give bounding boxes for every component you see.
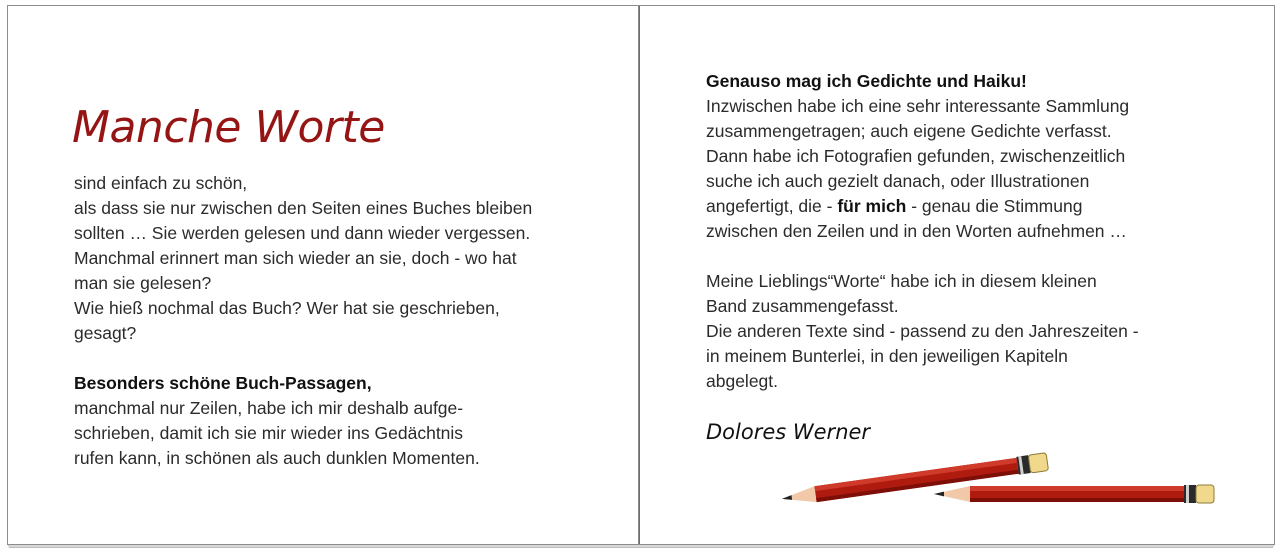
text-line: man sie gelesen? [74,273,212,293]
paragraph-gap [74,346,532,371]
text-line: schrieben, damit ich sie mir wieder ins Gedächtnis [74,423,464,443]
text-line: Die anderen Texte sind - passend zu den Jahreszeiten - [706,321,1139,341]
text-line: Band zusammengefasst. [706,296,899,316]
text-line: sind einfach zu schön, [74,173,248,193]
text-line: Meine Lieblings“Worte“ habe ich in diesem kleinen [706,271,1097,291]
text-line: abgelegt. [706,371,779,391]
text-line: rufen kann, in schönen als auch dunklen Momenten. [74,448,480,468]
right-page-text [706,69,1139,394]
paragraph-gap [706,244,1139,269]
page-title: Manche Worte [72,102,385,153]
pencil-front [934,485,1214,503]
text-line: manchmal nur Zeilen, habe ich mir deshalb aufge- [74,398,464,418]
right-page [640,6,1274,544]
text-line: suche ich auch gezielt danach, oder Illustrationen [706,171,1090,191]
text-line: sollten … Sie werden gelesen und dann wieder vergessen. [74,223,531,243]
text-line: Inzwischen habe ich eine sehr interessante Sammlung [706,96,1130,116]
left-page-text [74,171,532,471]
text-line: Wie hieß nochmal das Buch? Wer hat sie geschrieben, [74,298,500,318]
left-page [8,6,638,544]
author-signature: Dolores Werner [706,420,871,444]
text-fragment: angefertigt, die - [706,196,838,216]
section-heading: Besonders schöne Buch-Passagen, [74,373,372,393]
text-line: Dann habe ich Fotografien gefunden, zwischenzeitlich [706,146,1126,166]
text-line: als dass sie nur zwischen den Seiten eines Buches bleiben [74,198,533,218]
section-heading: Genauso mag ich Gedichte und Haiku! [706,71,1027,91]
text-line: Manchmal erinnert man sich wieder an sie, doch - wo hat [74,248,517,268]
text-line: zusammengetragen; auch eigene Gedichte verfasst. [706,121,1112,141]
text-line: gesagt? [74,323,137,343]
text-line: zwischen den Zeilen und in den Worten aufnehmen … [706,221,1127,241]
text-line-emphasis [706,194,1139,219]
text-line: in meinem Bunterlei, in den jeweiligen Kapiteln [706,346,1068,366]
pencils-icon [776,436,1226,516]
book-spread [7,5,1275,545]
text-fragment: - genau die Stimmung [906,196,1083,216]
emphasis-text: für mich [837,196,907,216]
